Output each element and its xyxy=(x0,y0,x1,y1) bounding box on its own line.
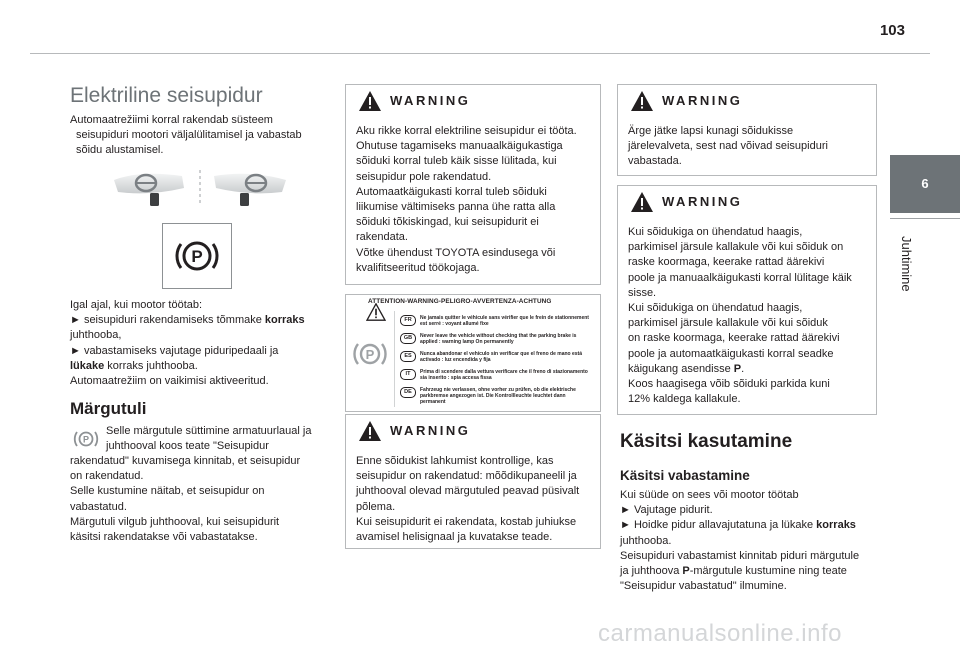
warning-text: Kui sõidukiga on ühendatud haagis, parkimisel järsule kallakule või kui sõiduk on raske koormaga, keerake rattad äärekivi poole ja manuaalkäigukasti korral lülitage käik sisse. Kui sõidukiga on ühendatud haagis, parkimisel järsule kallakule või kui sõiduk on raske koormaga, keerake rattad äärekivi poole ja automaatkäigukasti korral seadke käigukang asendisse P. Koos haagisega võib sõiduki parkida kuni 12% kaldega kallakule. xyxy=(628,226,852,406)
svg-text:P: P xyxy=(365,347,375,362)
parking-brake-icon xyxy=(163,224,231,288)
warning-triangle-icon xyxy=(358,90,382,112)
warning-text: Ärge jätke lapsi kunagi sõidukisse järelevalveta, sest nad võivad seisupiduri vabastada. xyxy=(628,125,828,168)
parking-brake-warning-lamp-icon xyxy=(72,427,100,451)
warning-title: WARNING xyxy=(662,194,743,209)
warning-title: WARNING xyxy=(662,93,743,108)
label-row: GB Never leave the vehicle without checking that the parking brake is applied : warning lamp On permanently xyxy=(400,333,596,351)
label-row: IT Prima di scendere dalla vettura verificare che il freno di stazionamento sia inserito : spia accesa fissa xyxy=(400,369,596,387)
warning-box-trailer xyxy=(617,185,877,415)
warning-box-leaving xyxy=(345,414,601,549)
warning-triangle-icon xyxy=(630,191,654,213)
top-rule xyxy=(30,53,930,54)
indicator-paragraph-b: rakendatud" kuvamisega kinnitab, et seisupidur on rakendatud. Selle kustumine näitab, et seisupidur on vabastatud. Märgutuli vilgub juhthooval, kui seisupidurit käsitsi rakendatakse või vabastatakse. xyxy=(70,455,301,544)
steering-column-illustration xyxy=(110,166,290,210)
warning-label-illustration xyxy=(345,294,601,412)
svg-text:P: P xyxy=(82,434,90,445)
warning-text: Enne sõidukist lahkumist kontrollige, kas seisupidur on rakendatud: mõõdikupaneelil ja juhthooval olevad märgutuled peavad püsivalt põlema. Kui seisupidurit ei rakendata, kostab juhiukse avamisel helisignaal ja kuvatakse teade. xyxy=(356,455,580,544)
warning-label-header: ATTENTION-WARNING-PELIGRO-AVVERTENZA-ACHTUNG xyxy=(368,298,552,305)
chapter-tab[interactable]: 6 xyxy=(890,155,960,213)
manual-release-paragraph: Kui süüde on sees või mootor töötab ► Vajutage pidurit. ► Hoidke pidur allavajutatuna ja lükake korraks juhthooba. Seisupiduri vabastamist kinnitab piduri märgutule ja juhthoova P-märgutule kustumine ning teate "Seisupidur vabastatud" ilmumine. xyxy=(620,489,860,593)
label-warning-triangle-icon xyxy=(366,303,386,321)
chapter-tab-rule xyxy=(890,218,960,219)
parking-brake-symbol-box xyxy=(162,223,232,289)
warning-box-children xyxy=(617,84,877,176)
usage-paragraph: Igal ajal, kui mootor töötab: ► seisupiduri rakendamiseks tõmmake korraks juhthooba, ► vabastamiseks vajutage piduripedaali ja lükake korraks juhthooba. Automaatrežiim on vaikimisi aktiveeritud. xyxy=(70,299,305,388)
chapter-label: Juhtimine xyxy=(899,236,914,292)
indicator-paragraph-a: Selle märgutule süttimine armatuurlaual ja juhthooval koos teate "Seisupidur xyxy=(106,425,312,453)
warning-text: Aku rikke korral elektriline seisupidur ei tööta. Ohutuse tagamiseks manuaalkäigukastiga sõiduki korral tuleb käik sisse lülitada, kui seisupidur pole rakendatud. Automaatkäigukasti korral tuleb sõiduki liikumise vältimiseks panna ühe ratta alla sõiduki tõkiskingad, kui seisupidurit ei rakendata. Võtke ühendust TOYOTA esindusega või kvalifitseeritud töökojaga. xyxy=(356,125,577,274)
warning-triangle-icon xyxy=(630,90,654,112)
manual-release-heading: Käsitsi vabastamine xyxy=(620,468,750,483)
warning-triangle-icon xyxy=(358,420,382,442)
section-title: Elektriline seisupidur xyxy=(70,84,263,107)
intro-paragraph: Automaatrežiimi korral rakendab süsteem seisupiduri mootori väljalülitamisel ja vabastab sõidu alustamisel. xyxy=(70,114,302,157)
page-number: 103 xyxy=(879,22,905,39)
warning-title: WARNING xyxy=(390,93,471,108)
warning-box-battery xyxy=(345,84,601,285)
indicator-heading: Märgutuli xyxy=(70,399,147,418)
watermark: carmanualsonline.info xyxy=(598,620,842,647)
manual-use-heading: Käsitsi kasutamine xyxy=(620,431,793,452)
label-row: ES Nunca abandonar el vehículo sin verificar que el freno de mano está activado : luz encendida y fija xyxy=(400,351,596,369)
label-row: DE Fahrzeug nie verlassen, ohne vorher zu prüfen, ob die elektrische parkbremse angezogen ist. Die Kontrollleuchte leuchtet dann permanent xyxy=(400,387,596,407)
warning-title: WARNING xyxy=(390,423,471,438)
label-row: FR Ne jamais quitter le véhicule sans vérifier que le frein de stationnement est serré : voyant allumé fixe xyxy=(400,315,596,333)
warning-label-rows xyxy=(400,315,596,407)
svg-text:P: P xyxy=(191,247,203,266)
label-parking-brake-icon xyxy=(352,337,388,371)
